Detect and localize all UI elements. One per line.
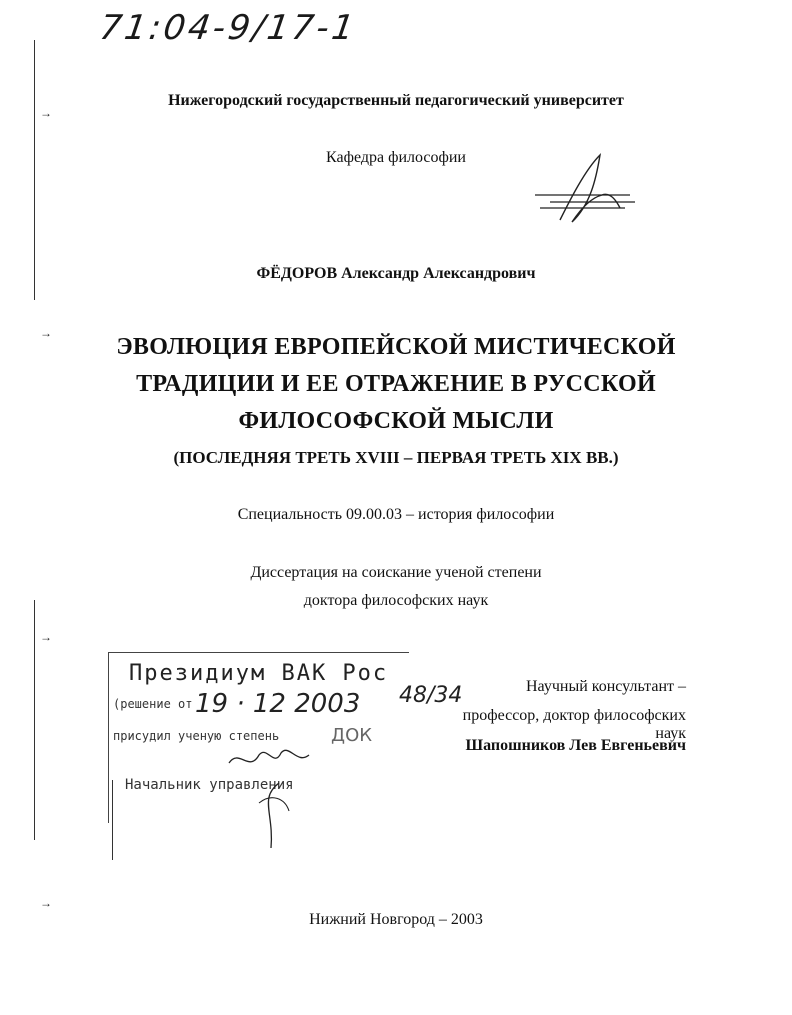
stamp-chief: Начальник управления <box>125 777 294 793</box>
consultant-name: Шапошников Лев Евгеньевич <box>465 737 686 754</box>
consultant-title: профессор, доктор философских наук <box>462 707 686 742</box>
stamp-edge <box>112 780 113 860</box>
stamp-degree: ДОК <box>331 725 373 746</box>
department-name: Кафедра философии <box>326 149 466 166</box>
margin-mark: → <box>40 326 52 340</box>
specialty: Специальность 09.00.03 – история философии <box>237 506 555 523</box>
place-year: Нижний Новгород – 2003 <box>309 911 483 928</box>
title-line-1: ЭВОЛЮЦИЯ ЕВРОПЕЙСКОЙ МИСТИЧЕСКОЙ <box>116 334 676 360</box>
title-line-3: ФИЛОСОФСКОЙ МЫСЛИ <box>238 408 554 434</box>
author-name: ФЁДОРОВ Александр Александрович <box>256 265 536 282</box>
archive-code: 71:04-9/17-1 <box>97 8 360 48</box>
university-name: Нижегородский государственный педагогический университет <box>168 92 624 109</box>
vak-stamp <box>108 652 463 823</box>
margin-mark: → <box>40 896 52 910</box>
stamp-signature <box>219 743 339 853</box>
stamp-awarded: присудил ученую степень <box>113 729 280 743</box>
margin-line <box>34 40 35 300</box>
title-subtitle: (ПОСЛЕДНЯЯ ТРЕТЬ XVIII – ПЕРВАЯ ТРЕТЬ XIX ВВ.) <box>173 448 619 467</box>
degree-line-2: доктора философских наук <box>303 592 489 609</box>
stamp-header: Президиум ВАК Рос <box>129 661 389 686</box>
margin-mark: → <box>40 630 52 644</box>
stamp-date: 19 · 12 2003 <box>195 689 361 719</box>
margin-line <box>34 600 35 840</box>
degree-line-1: Диссертация на соискание ученой степени <box>250 564 542 581</box>
consultant-role: Научный консультант – <box>526 678 686 695</box>
stamp-protocol: 48/34 <box>399 683 463 708</box>
stamp-decision: (решение от <box>113 697 193 711</box>
signature <box>530 150 640 230</box>
margin-mark: → <box>40 106 52 120</box>
title-line-2: ТРАДИЦИИ И ЕЕ ОТРАЖЕНИЕ В РУССКОЙ <box>136 371 656 397</box>
